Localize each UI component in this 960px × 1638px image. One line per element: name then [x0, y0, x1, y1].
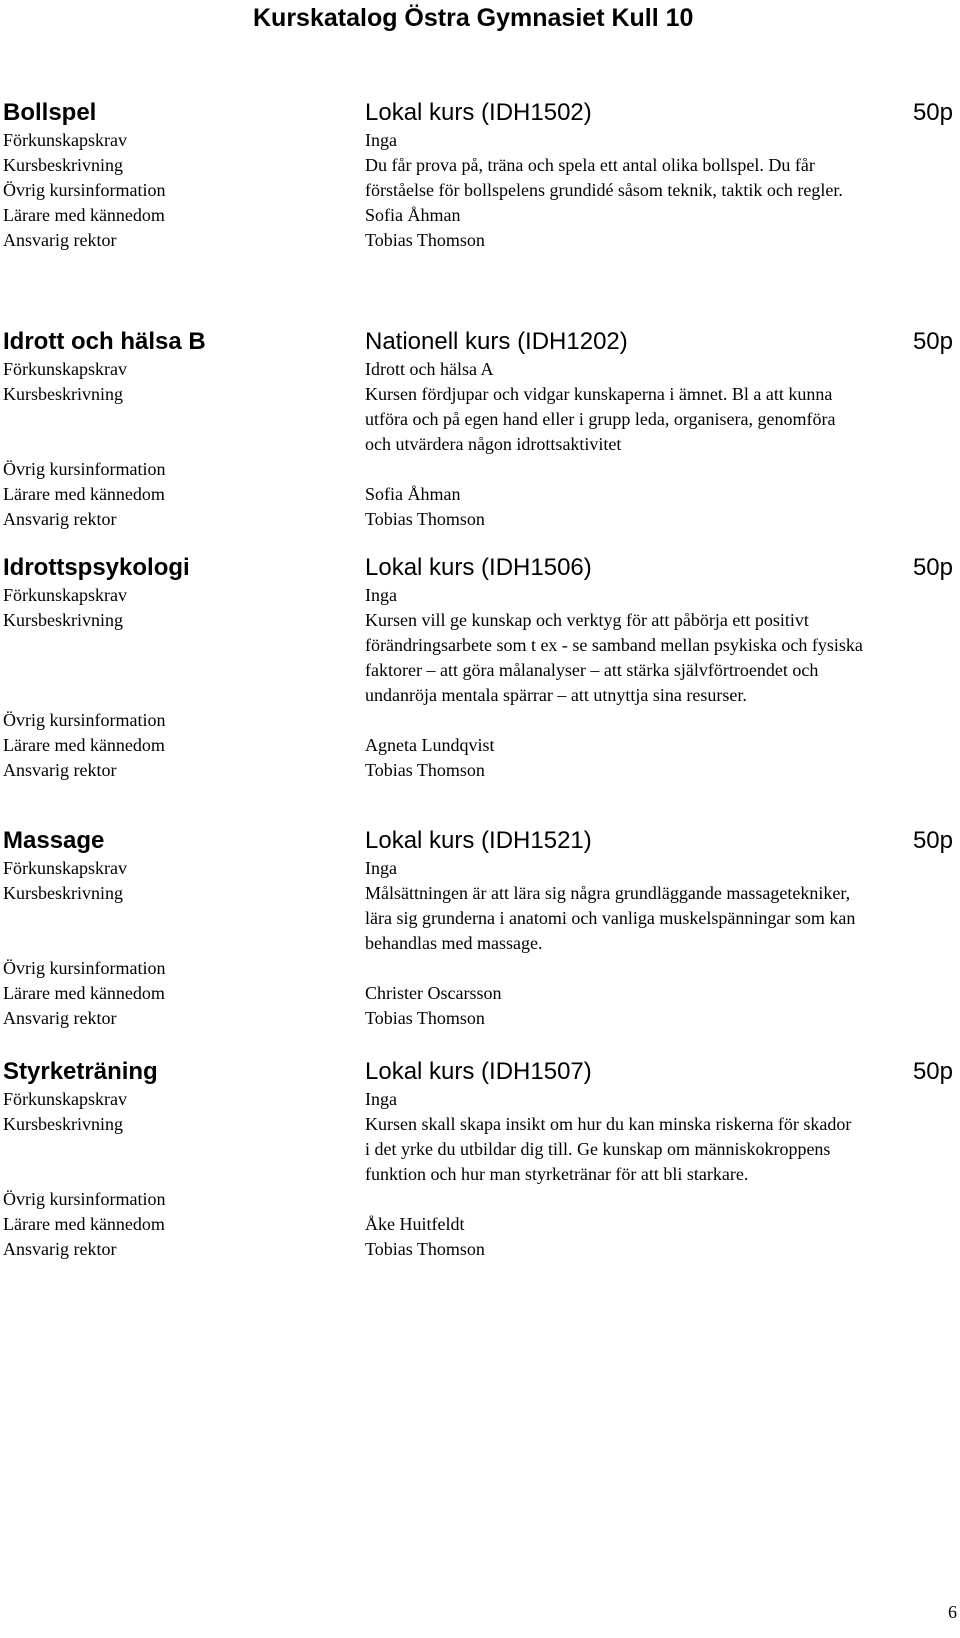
course-name: Styrketräning: [3, 1058, 158, 1085]
other-info-value: [365, 956, 863, 981]
other-info-row: [3, 956, 953, 981]
course-points: 50p: [912, 1058, 953, 1085]
course-section: [3, 98, 953, 253]
prereq-row: [3, 128, 953, 153]
course-type: Lokal kurs (IDH1506): [365, 554, 592, 581]
other-info-label: Övrig kursinformation: [3, 1189, 166, 1209]
description-row: [3, 1112, 953, 1187]
other-info-value: [365, 1187, 863, 1212]
course-type: Lokal kurs (IDH1502): [365, 99, 592, 126]
prereq-label: Förkunskapskrav: [3, 1089, 127, 1109]
principal-value: Tobias Thomson: [365, 230, 485, 250]
principal-label: Ansvarig rektor: [3, 760, 117, 780]
principal-value: Tobias Thomson: [365, 509, 485, 529]
course-name: Idrott och hälsa B: [3, 328, 206, 355]
teacher-value: Sofia Åhman: [365, 484, 461, 504]
other-info-label: Övrig kursinformation: [3, 459, 166, 479]
principal-value: Tobias Thomson: [365, 760, 485, 780]
course-name: Bollspel: [3, 99, 97, 126]
other-info-label: Övrig kursinformation: [3, 958, 166, 978]
course-points: 50p: [912, 328, 953, 355]
prereq-row: [3, 1087, 953, 1112]
principal-label: Ansvarig rektor: [3, 1239, 117, 1259]
principal-label: Ansvarig rektor: [3, 509, 117, 529]
prereq-value: Idrott och hälsa A: [365, 359, 494, 379]
prereq-label: Förkunskapskrav: [3, 858, 127, 878]
other-info-row: [3, 457, 953, 482]
other-info-label: Övrig kursinformation: [3, 180, 166, 200]
course-header: [3, 327, 953, 357]
description-label: Kursbeskrivning: [3, 883, 123, 903]
description-row: [3, 382, 953, 457]
description-label: Kursbeskrivning: [3, 1114, 123, 1134]
prereq-value: Inga: [365, 585, 397, 605]
prereq-row: [3, 856, 953, 881]
description-label: Kursbeskrivning: [3, 610, 123, 630]
teacher-row: [3, 733, 953, 758]
teacher-label: Lärare med kännedom: [3, 484, 165, 504]
page-title: Kurskatalog Östra Gymnasiet Kull 10: [253, 4, 694, 32]
description-row: [3, 608, 953, 708]
principal-row: [3, 228, 953, 253]
course-type: Nationell kurs (IDH1202): [365, 328, 628, 355]
course-header: [3, 98, 953, 128]
description-label: Kursbeskrivning: [3, 155, 123, 175]
principal-row: [3, 1006, 953, 1031]
description-value: Du får prova på, träna och spela ett antal olika bollspel. Du får förståelse för bollspelens grundidé såsom teknik, taktik och regler.: [365, 155, 843, 200]
teacher-label: Lärare med kännedom: [3, 983, 165, 1003]
prereq-value: Inga: [365, 1089, 397, 1109]
principal-value: Tobias Thomson: [365, 1008, 485, 1028]
course-section: [3, 327, 953, 532]
description-value: Kursen vill ge kunskap och verktyg för att påbörja ett positivt förändringsarbete som t ex - se samband mellan psykiska och fysiska faktorer – att göra målanalyser – att stärka självförtroendet och undanröja mentala spärrar – att utnyttja sina resurser.: [365, 610, 863, 705]
prereq-label: Förkunskapskrav: [3, 359, 127, 379]
description-value: Kursen skall skapa insikt om hur du kan minska riskerna för skador i det yrke du utbildar dig till. Ge kunskap om människokroppens funktion och hur man styrketränar för att bli starkare.: [365, 1114, 852, 1184]
course-header: [3, 553, 953, 583]
description-row: [3, 881, 953, 956]
other-info-row: [3, 708, 953, 733]
teacher-label: Lärare med kännedom: [3, 735, 165, 755]
teacher-label: Lärare med kännedom: [3, 1214, 165, 1234]
course-type: Lokal kurs (IDH1507): [365, 1058, 592, 1085]
other-info-value: [365, 708, 863, 733]
prereq-row: [3, 583, 953, 608]
teacher-value: Sofia Åhman: [365, 205, 461, 225]
principal-value: Tobias Thomson: [365, 1239, 485, 1259]
description-value: Kursen fördjupar och vidgar kunskaperna i ämnet. Bl a att kunna utföra och på egen hand eller i grupp leda, organisera, genomföra och utvärdera någon idrottsaktivitet: [365, 384, 836, 454]
page-number: 6: [948, 1602, 957, 1622]
teacher-row: [3, 981, 953, 1006]
course-points: 50p: [912, 827, 953, 854]
prereq-value: Inga: [365, 130, 397, 150]
course-section: [3, 553, 953, 783]
other-info-row: [3, 178, 953, 203]
teacher-label: Lärare med kännedom: [3, 205, 165, 225]
principal-row: [3, 1237, 953, 1262]
principal-label: Ansvarig rektor: [3, 1008, 117, 1028]
teacher-value: Christer Oscarsson: [365, 983, 502, 1003]
prereq-label: Förkunskapskrav: [3, 585, 127, 605]
course-name: Massage: [3, 827, 105, 854]
teacher-value: Agneta Lundqvist: [365, 735, 495, 755]
teacher-row: [3, 1212, 953, 1237]
prereq-row: [3, 357, 953, 382]
course-section: [3, 826, 953, 1031]
teacher-row: [3, 203, 953, 228]
description-value: Målsättningen är att lära sig några grundläggande massagetekniker, lära sig grunderna i anatomi och vanliga muskelspänningar som kan behandlas med massage.: [365, 883, 856, 953]
teacher-value: Åke Huitfeldt: [365, 1214, 465, 1234]
other-info-row: [3, 1187, 953, 1212]
description-label: Kursbeskrivning: [3, 384, 123, 404]
course-header: [3, 1057, 953, 1087]
course-points: 50p: [912, 554, 953, 581]
other-info-value: [365, 457, 863, 482]
prereq-value: Inga: [365, 858, 397, 878]
principal-row: [3, 758, 953, 783]
other-info-label: Övrig kursinformation: [3, 710, 166, 730]
course-header: [3, 826, 953, 856]
teacher-row: [3, 482, 953, 507]
principal-row: [3, 507, 953, 532]
course-name: Idrottspsykologi: [3, 554, 190, 581]
course-section: [3, 1057, 953, 1262]
course-points: 50p: [912, 99, 953, 126]
other-info-value: [365, 178, 863, 203]
prereq-label: Förkunskapskrav: [3, 130, 127, 150]
principal-label: Ansvarig rektor: [3, 230, 117, 250]
course-type: Lokal kurs (IDH1521): [365, 827, 592, 854]
